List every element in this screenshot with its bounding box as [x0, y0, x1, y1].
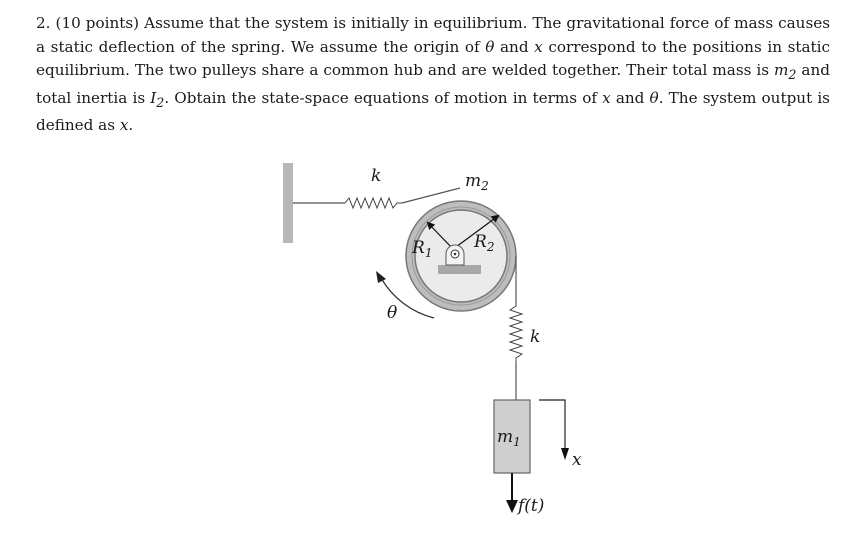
label-k-right: k	[530, 327, 541, 347]
hub-pin	[454, 253, 457, 256]
label-force: f(t)	[518, 496, 545, 516]
theta-arrowhead	[376, 271, 386, 283]
top-cable	[402, 188, 460, 203]
math-theta-2: θ	[649, 88, 659, 107]
label-theta: θ	[387, 303, 398, 323]
problem-sentence-4: . Obtain the state-space equations of motion in terms of	[164, 88, 603, 107]
label-m2: $m_2$	[465, 171, 489, 193]
problem-sentence-3: and total inertia is	[36, 61, 830, 107]
problem-sentence-6: .	[128, 116, 134, 135]
math-x-3: x	[119, 116, 129, 135]
x-displacement-bracket	[539, 400, 565, 450]
problem-points: (10 points)	[55, 14, 140, 32]
text-and: and	[494, 37, 535, 56]
label-R1: $R_1$	[412, 238, 433, 260]
problem-number: 2.	[36, 14, 51, 32]
math-I2: $I_2$	[150, 88, 165, 110]
math-x: x	[534, 37, 543, 56]
wall	[283, 163, 293, 243]
x-arrowhead	[561, 448, 569, 460]
pulley-base	[438, 265, 481, 274]
math-m2: $m_2$	[774, 61, 797, 83]
label-x: x	[572, 450, 582, 470]
math-theta: θ	[485, 37, 495, 56]
problem-sentence-1: Assume that the system is initially in equilibrium. The gravitational force of mass causes a static deflection of the spring. We assume the origin of	[36, 14, 831, 56]
problem-sentence-2: correspond to the positions in static equilibrium. The two pulleys share a common hub and are welded together. Their total mass is	[36, 37, 830, 79]
label-m1: $m_1$	[497, 427, 521, 449]
label-k-top: k	[371, 166, 382, 186]
math-x-2: x	[602, 88, 611, 107]
top-spring	[345, 198, 402, 208]
right-spring	[510, 306, 522, 362]
label-R2: $R_2$	[474, 232, 495, 254]
force-arrowhead	[506, 500, 518, 513]
problem-sentence-5: . The system output is defined as	[36, 88, 830, 135]
text-and-2: and	[610, 88, 650, 107]
